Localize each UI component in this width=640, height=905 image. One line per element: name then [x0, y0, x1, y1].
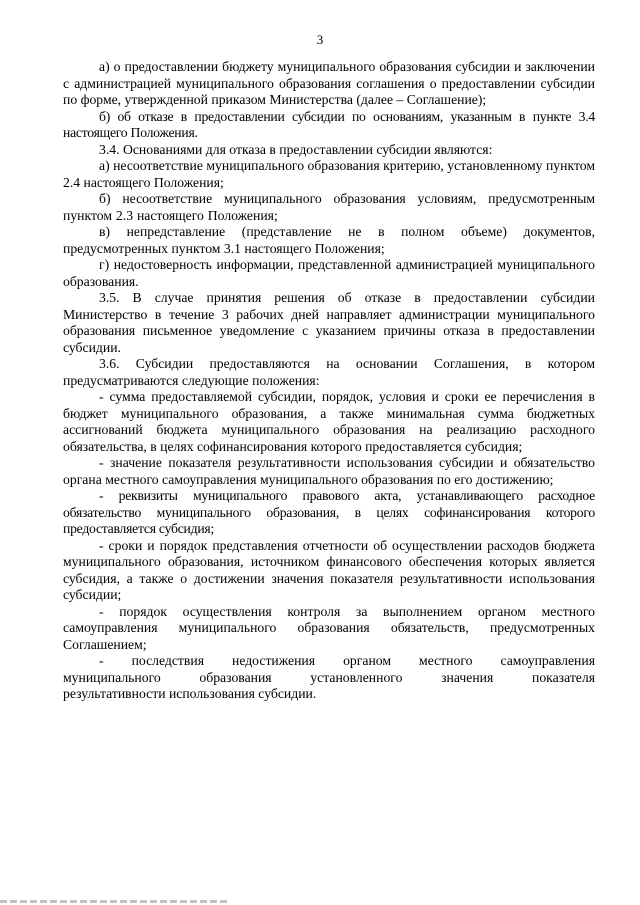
list-item-legal-act-details: - реквизиты муниципального правового акта, устанавливающего расходное обязательство муниципального образования, в целях софинансирования которого предоставляется субсидия;: [63, 488, 595, 536]
document-body: [63, 59, 595, 703]
paragraph-refusal-a: а) несоответствие муниципального образования критерию, установленному пунктом 2.4 настоящего Положения;: [63, 158, 595, 190]
list-item-subsidy-amount: - сумма предоставляемой субсидии, порядок, условия и сроки ее перечисления в бюджет муниципального образования, а также минимальная сумма бюджетных ассигнований бюджета муниципального образования на реализацию расходного обязательства, в целях софинансирования которого предоставляется субсидия;: [63, 389, 595, 454]
paragraph-decision-b: б) об отказе в предоставлении субсидии по основаниям, указанным в пункте 3.4 настоящего Положения.: [63, 108, 595, 140]
consequences-line-2: муниципального образования установленного значения показателя: [63, 669, 595, 685]
paragraph-3-4-heading: 3.4. Основаниями для отказа в предоставлении субсидии являются:: [99, 141, 493, 157]
list-item-control-procedure: - порядок осуществления контроля за выполнением органом местного самоуправления муниципального образования обязательств, предусмотренных Соглашением;: [63, 603, 595, 652]
page-number: 3: [316, 32, 324, 47]
consequences-line-1: - последствия недостижения органом местного самоуправления: [99, 653, 595, 668]
paragraph-refusal-g: г) недостоверность информации, представленной администрацией муниципального образования.: [63, 257, 595, 289]
paragraph-3-6: 3.6. Субсидии предоставляются на основании Соглашения, в котором предусматриваются следующие положения:: [63, 356, 595, 388]
list-item-reporting-terms: - сроки и порядок представления отчетности об осуществлении расходов бюджета муниципального образования, источником финансового обеспечения которых является субсидия, а также о достижении значения показателя результативности использования субсидии;: [63, 537, 595, 602]
paragraph-refusal-b: б) несоответствие муниципального образования условиям, предусмотренным пунктом 2.3 настоящего Положения;: [63, 191, 595, 223]
list-item-performance-indicator: - значение показателя результативности использования субсидии и обязательство органа местного самоуправления муниципального образования по его достижению;: [63, 455, 595, 487]
paragraph-decision-a: а) о предоставлении бюджету муниципального образования субсидии и заключении с администрацией муниципального образования соглашения о предоставлении субсидии по форме, утвержденной приказом Министерства (далее – Соглашение);: [63, 59, 595, 107]
list-item-consequences: [63, 653, 595, 703]
paragraph-3-5: 3.5. В случае принятия решения об отказе в предоставлении субсидии Министерство в течение 3 рабочих дней направляет администрации муниципального образования письменное уведомление с указанием причины отказа в предоставлении субсидии.: [63, 290, 595, 355]
consequences-line-3: результативности использования субсидии.: [63, 686, 317, 701]
paragraph-refusal-v: в) непредставление (представление не в полном объеме) документов, предусмотренных пунктом 3.1 настоящего Положения;: [63, 224, 595, 256]
scan-artifact-line: [0, 900, 230, 903]
